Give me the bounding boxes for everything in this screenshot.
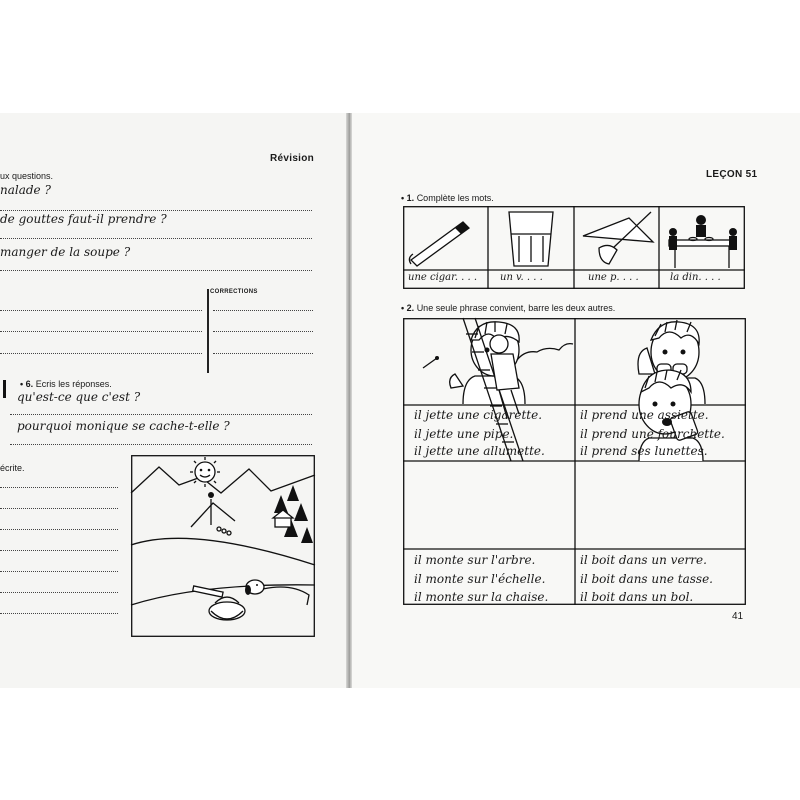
answer-line[interactable]: [10, 414, 312, 415]
sentence-4b[interactable]: il boit dans une tasse.: [580, 572, 713, 586]
page-header-lesson: LEÇON 51: [706, 169, 758, 180]
exercise-2-instruction: Une seule phrase convient, barre les deux autres.: [416, 303, 616, 313]
word-to-complete-3[interactable]: une p. . . .: [588, 272, 639, 283]
sentence-2c[interactable]: il prend ses lunettes.: [580, 444, 708, 458]
sun-icon: [190, 457, 220, 487]
corrections-divider: [207, 289, 209, 373]
answer-line[interactable]: [10, 444, 312, 445]
sentence-3c[interactable]: il monte sur la chaise.: [414, 590, 549, 604]
exercise-6-question-1: qu'est-ce que c'est ?: [17, 390, 141, 404]
picnic-basket: [193, 586, 245, 620]
dog: [245, 580, 309, 605]
exercise-6-heading: [20, 379, 112, 389]
question-1: nalade ?: [0, 183, 51, 197]
sentence-4c[interactable]: il boit dans un bol.: [580, 590, 694, 604]
margin-mark: [3, 380, 6, 398]
left-page: [0, 113, 348, 688]
correction-line[interactable]: [213, 353, 313, 354]
cigarette-picture: [409, 222, 469, 266]
sentence-4a[interactable]: il boit dans un verre.: [580, 553, 707, 567]
answer-line[interactable]: [0, 270, 312, 271]
dinner-table-picture: [669, 215, 737, 268]
sentence-1b[interactable]: il jette une pipe.: [414, 427, 514, 441]
exercise-1-number: • 1.: [401, 193, 415, 203]
shovel-picture: [583, 212, 653, 264]
answer-line[interactable]: [0, 571, 118, 572]
open-workbook: [0, 113, 800, 688]
answer-line[interactable]: [0, 529, 118, 530]
answer-line[interactable]: [0, 592, 118, 593]
page-number: 41: [732, 611, 744, 622]
answer-line[interactable]: [0, 508, 118, 509]
question-2: de gouttes faut-il prendre ?: [0, 212, 167, 226]
exercise-1-heading: [401, 193, 494, 203]
exercise-2-number: • 2.: [401, 303, 415, 313]
answer-line[interactable]: [0, 353, 202, 354]
exercise-6-instruction: Ecris les réponses.: [35, 379, 112, 389]
sentence-3b[interactable]: il monte sur l'échelle.: [414, 572, 546, 586]
corrections-label: CORRECTIONS: [210, 289, 258, 295]
sentence-1a[interactable]: il jette une cigarette.: [414, 408, 543, 422]
answer-line[interactable]: [0, 550, 118, 551]
question-intro: ux questions.: [0, 171, 54, 181]
word-to-complete-2[interactable]: un v. . . .: [500, 272, 543, 283]
word-to-complete-4[interactable]: la din. . . .: [670, 272, 721, 283]
sentence-1c[interactable]: il jette une allumette.: [414, 444, 545, 458]
written-label: écrite.: [0, 463, 25, 473]
sentence-3a[interactable]: il monte sur l'arbre.: [414, 553, 536, 567]
answer-line[interactable]: [0, 210, 312, 211]
question-3: manger de la soupe ?: [0, 245, 131, 259]
answer-line[interactable]: [0, 331, 202, 332]
answer-line[interactable]: [0, 487, 118, 488]
right-page: [352, 113, 800, 688]
glass-picture: [509, 212, 553, 266]
answer-line[interactable]: [0, 613, 118, 614]
word-to-complete-1[interactable]: une cigar. . . .: [408, 272, 478, 283]
hiker-figure: [208, 492, 231, 535]
page-header-revision: Révision: [270, 153, 315, 164]
exercise-6-question-2: pourquoi monique se cache-t-elle ?: [17, 419, 230, 433]
picnic-landscape-illustration: [131, 455, 315, 637]
sentence-2a[interactable]: il prend une assiette.: [580, 408, 709, 422]
correction-line[interactable]: [213, 310, 313, 311]
exercise-6-number: • 6.: [20, 379, 34, 389]
answer-line[interactable]: [0, 310, 202, 311]
answer-line[interactable]: [0, 238, 312, 239]
correction-line[interactable]: [213, 331, 313, 332]
exercise-1-instruction: Complète les mots.: [416, 193, 494, 203]
exercise-2-heading: [401, 303, 615, 313]
sentence-2b[interactable]: il prend une fourchette.: [580, 427, 725, 441]
